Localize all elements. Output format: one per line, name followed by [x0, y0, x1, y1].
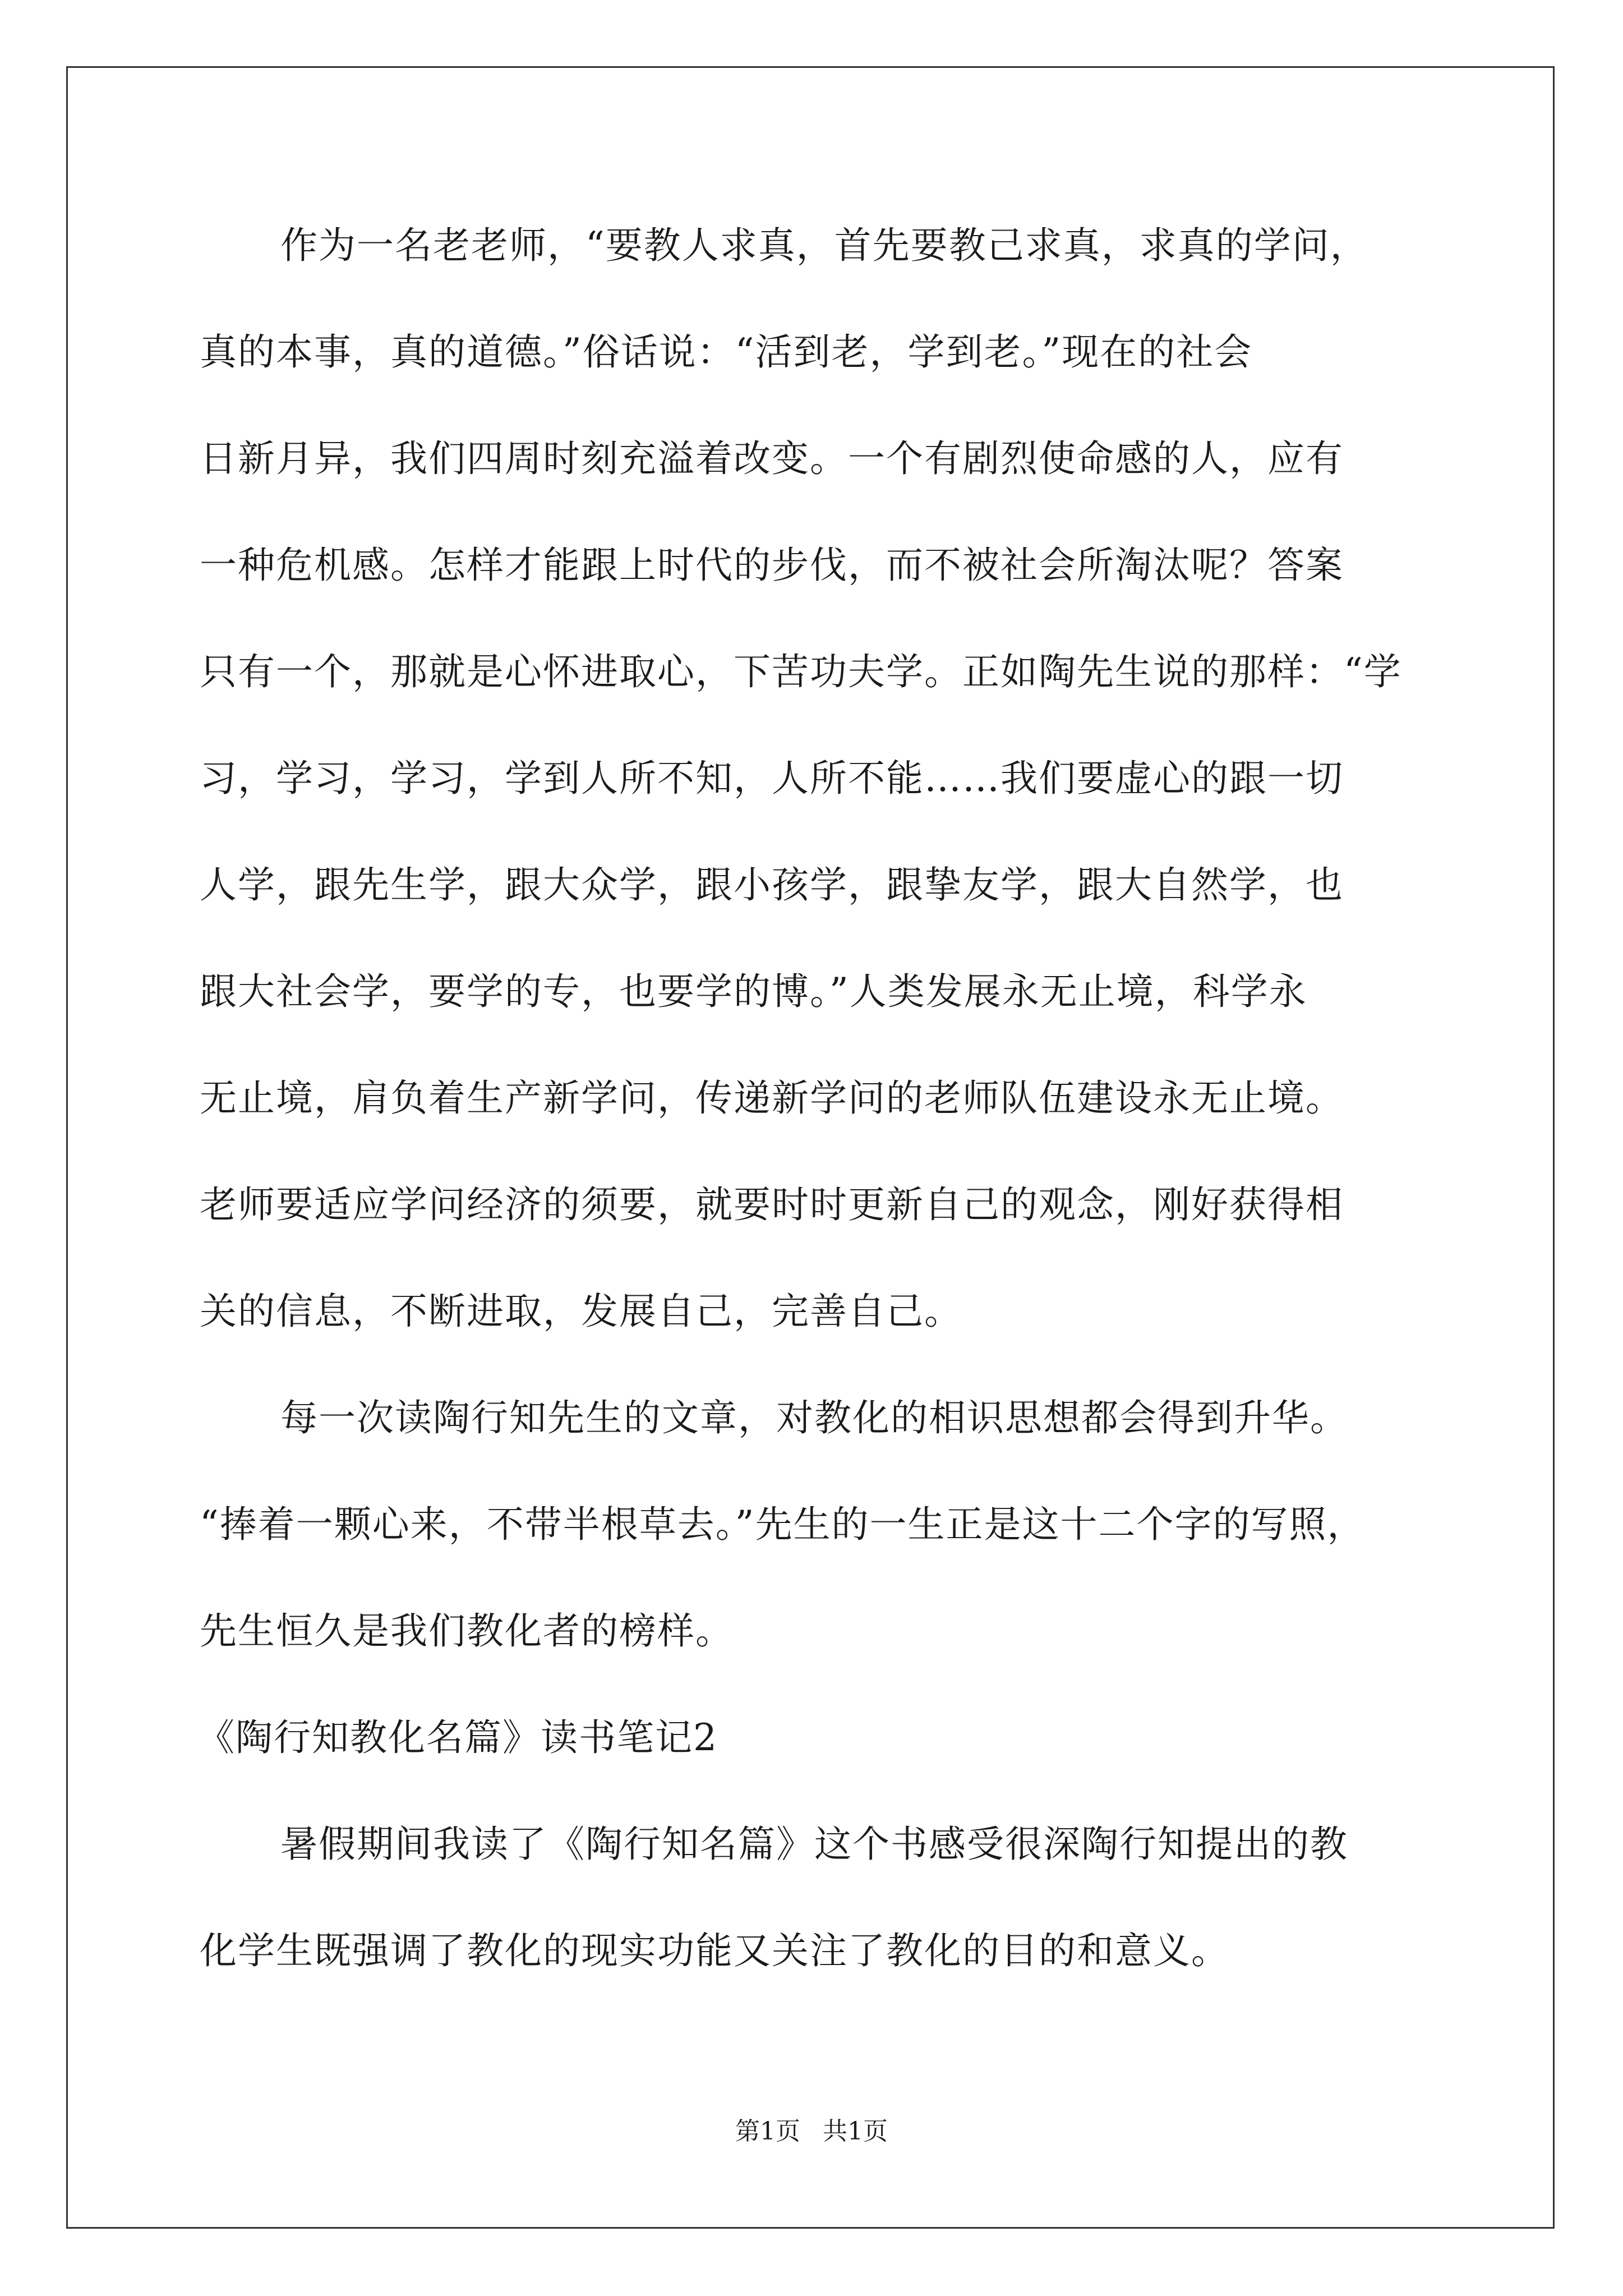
section-heading: 《陶行知教化名篇》读书笔记2 [197, 1716, 718, 1759]
page-number: 第1页 [735, 2117, 800, 2146]
paragraph-line: 真的本事，真的道德。”俗话说：“活到老，学到老。”现在的社会 [200, 330, 1253, 374]
paragraph-line: 化学生既强调了教化的现实功能又关注了教化的目的和意义。 [200, 1929, 1229, 1972]
paragraph-line: 一种危机感。怎样才能跟上时代的步伐，而不被社会所淘汰呢？答案 [200, 544, 1344, 587]
page-total: 共1页 [823, 2117, 888, 2146]
page-footer [0, 2115, 1623, 2148]
paragraph-line: 每一次读陶行知先生的文章，对教化的相识思想都会得到升华。 [280, 1396, 1348, 1439]
paragraph-line: 关的信息，不断进取，发展自己，完善自己。 [200, 1290, 962, 1333]
paragraph-line: 老师要适应学问经济的须要，就要时时更新自己的观念，刚好获得相 [200, 1183, 1344, 1226]
paragraph-line: 作为一名老老师，“要教人求真，首先要教己求真，求真的学问， [280, 224, 1368, 267]
paragraph-line: 暑假期间我读了《陶行知名篇》这个书感受很深陶行知提出的教 [280, 1823, 1348, 1866]
paragraph-line: 人学，跟先生学，跟大众学，跟小孩学，跟挚友学，跟大自然学，也 [200, 863, 1344, 907]
paragraph-line: 跟大社会学，要学的专，也要学的博。”人类发展永无止境，科学永 [200, 970, 1307, 1013]
paragraph-line: 习，学习，学习，学到人所不知，人所不能……我们要虚心的跟一切 [200, 757, 1344, 800]
paragraph-line: 日新月异，我们四周时刻充溢着改变。一个有剧烈使命感的人，应有 [200, 437, 1344, 480]
paragraph-line: 先生恒久是我们教化者的榜样。 [200, 1609, 734, 1653]
page-frame [66, 66, 1555, 2229]
paragraph-line: “捧着一颗心来，不带半根草去。”先生的一生正是这十二个字的写照， [200, 1503, 1366, 1546]
paragraph-line: 无止境，肩负着生产新学问，传递新学问的老师队伍建设永无止境。 [200, 1076, 1344, 1120]
paragraph-line: 只有一个，那就是心怀进取心，下苦功夫学。正如陶先生说的那样：“学 [200, 650, 1402, 693]
